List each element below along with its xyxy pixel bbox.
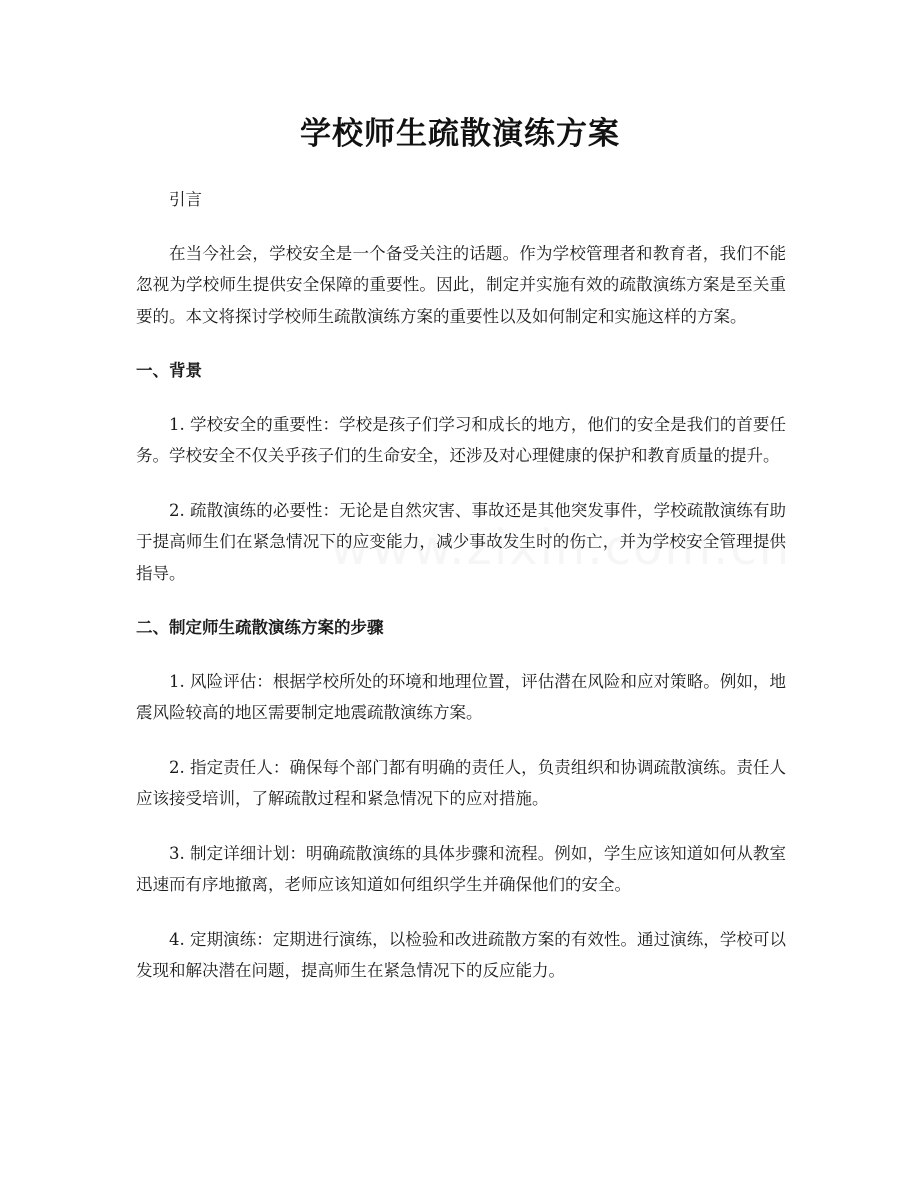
background-paragraph-1: 1. 学校安全的重要性：学校是孩子们学习和成长的地方，他们的安全是我们的首要任务。学校安全不仅关乎孩子们的生命安全，还涉及对心理健康的保护和教育质量的提升。 (136, 414, 786, 465)
intro-paragraph: 在当今社会，学校安全是一个备受关注的话题。作为学校管理者和教育者，我们不能忽视为学校师生提供安全保障的重要性。因此，制定并实施有效的疏散演练方案是至关重要的。本文将探讨学校师生疏散演练方案的重要性以及如何制定和实施这样的方案。 (136, 243, 786, 326)
document-body (136, 184, 786, 1010)
steps-paragraph-2: 2. 指定责任人：确保每个部门都有明确的责任人，负责组织和协调疏散演练。责任人应该接受培训，了解疏散过程和紧急情况下的应对措施。 (136, 757, 786, 808)
steps-paragraph-4: 4. 定期演练：定期进行演练，以检验和改进疏散方案的有效性。通过演练，学校可以发现和解决潜在问题，提高师生在紧急情况下的反应能力。 (136, 929, 786, 980)
steps-paragraph-1: 1. 风险评估：根据学校所处的环境和地理位置，评估潜在风险和应对策略。例如，地震风险较高的地区需要制定地震疏散演练方案。 (136, 671, 786, 722)
steps-paragraph-3: 3. 制定详细计划：明确疏散演练的具体步骤和流程。例如，学生应该知道如何从教室迅速而有序地撤离，老师应该知道如何组织学生并确保他们的安全。 (136, 843, 786, 894)
intro-label: 引言 (169, 190, 202, 209)
section-heading-background: 一、背景 (136, 361, 202, 380)
page-title: 学校师生疏散演练方案 (300, 116, 620, 152)
background-paragraph-2: 2. 疏散演练的必要性：无论是自然灾害、事故还是其他突发事件，学校疏散演练有助于提高师生们在紧急情况下的应变能力，减少事故发生时的伤亡，并为学校安全管理提供指导。 (136, 500, 786, 583)
section-heading-steps: 二、制定师生疏散演练方案的步骤 (136, 618, 384, 637)
